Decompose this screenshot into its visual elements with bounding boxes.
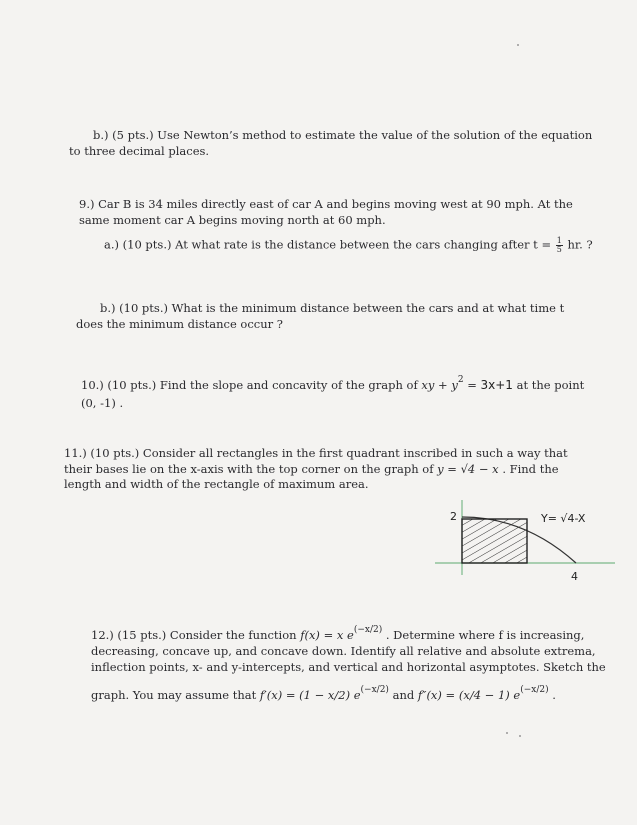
problem-11-equation: y = √4 − x <box>437 461 499 476</box>
problem-11-line-2-start: their bases lie on the x-axis with the top corner on the graph of <box>64 461 434 476</box>
problem-12-fdouble: f″(x) = (x/4 − 1) e <box>417 688 521 702</box>
graph-curve-label: Y= √4-X <box>541 512 586 525</box>
problem-12-exponent: (−x/2) <box>353 625 383 635</box>
scan-speck <box>519 735 521 737</box>
problem-9b-line-1: b.) (10 pts.) What is the minimum distance between the cars and at what time t <box>100 301 565 315</box>
scan-speck <box>517 44 519 46</box>
problem-12-line-3: inflection points, x- and y-intercepts, and vertical and horizontal asymptotes. Sketch the <box>91 659 606 674</box>
problem-12-fdouble-exponent: (−x/2) <box>520 685 549 695</box>
problem-10-line-2: (0, -1) . <box>81 395 124 410</box>
problem-9b <box>76 301 564 332</box>
problem-9a <box>104 237 593 254</box>
problem-10-exponent: 2 <box>457 375 464 385</box>
problem-9-line-2: same moment car A begins moving north at 60 mph. <box>79 212 386 227</box>
problem-12-body <box>91 644 606 675</box>
scan-speck <box>506 732 508 734</box>
problem-10-text: 10.) (10 pts.) Find the slope and concavity of the graph of <box>81 378 418 392</box>
problem-11-line-1: 11.) (10 pts.) Consider all rectangles in the first quadrant inscribed in such a way that <box>64 446 568 460</box>
fraction-denominator: 5 <box>556 245 562 254</box>
rectangle-graph-sketch <box>430 495 620 595</box>
problem-9a-fraction <box>556 237 563 254</box>
problem-12-line-4-start: graph. You may assume that <box>91 688 257 702</box>
problem-10-equation: xy + y <box>421 378 458 392</box>
problem-12-line-1-start: 12.) (15 pts.) Consider the function <box>91 628 297 642</box>
problem-11 <box>64 446 568 493</box>
problem-10-equals: = <box>467 378 477 392</box>
problem-9-line-1: 9.) Car B is 34 miles directly east of car A and begins moving west at 90 mph. At the <box>79 197 573 211</box>
problem-12-period: . <box>552 688 556 702</box>
inscribed-rectangle <box>462 519 527 563</box>
graph-label-2: 2 <box>450 510 457 523</box>
problem-9a-text: a.) (10 pts.) At what rate is the distance between the cars changing after t = <box>104 237 552 252</box>
problem-9 <box>79 197 573 228</box>
problem-11-line-3: length and width of the rectangle of maximum area. <box>64 477 369 491</box>
problem-12-line-2: decreasing, concave up, and concave down. Identify all relative and absolute extrema, <box>91 644 596 658</box>
problem-12-fprime-exponent: (−x/2) <box>360 685 389 695</box>
problem-11-line-2-end: . Find the <box>502 461 559 476</box>
problem-8b-line-1: b.) (5 pts.) Use Newton’s method to estimate the value of the solution of the equation <box>93 128 593 142</box>
problem-12-line-1-end: . Determine where f is increasing, <box>385 628 585 642</box>
problem-12-and: and <box>392 688 415 702</box>
problem-10-text-end: at the point <box>516 378 585 392</box>
problem-8b <box>69 128 592 159</box>
problem-8b-line-2: to three decimal places. <box>69 143 210 158</box>
problem-10-handwritten-rhs: 3x+1 <box>480 378 513 392</box>
problem-9b-line-2: does the minimum distance occur ? <box>76 316 283 331</box>
problem-12-fprime: f′(x) = (1 − x/2) e <box>259 688 361 702</box>
problem-12-line-1 <box>91 625 585 646</box>
problem-9a-tail: hr. ? <box>567 237 593 252</box>
problem-10 <box>81 375 585 411</box>
problem-12-function: f(x) = x e <box>300 628 354 642</box>
fraction-numerator: 1 <box>556 236 562 245</box>
graph-label-4: 4 <box>571 570 578 583</box>
problem-12-line-4 <box>91 685 556 706</box>
